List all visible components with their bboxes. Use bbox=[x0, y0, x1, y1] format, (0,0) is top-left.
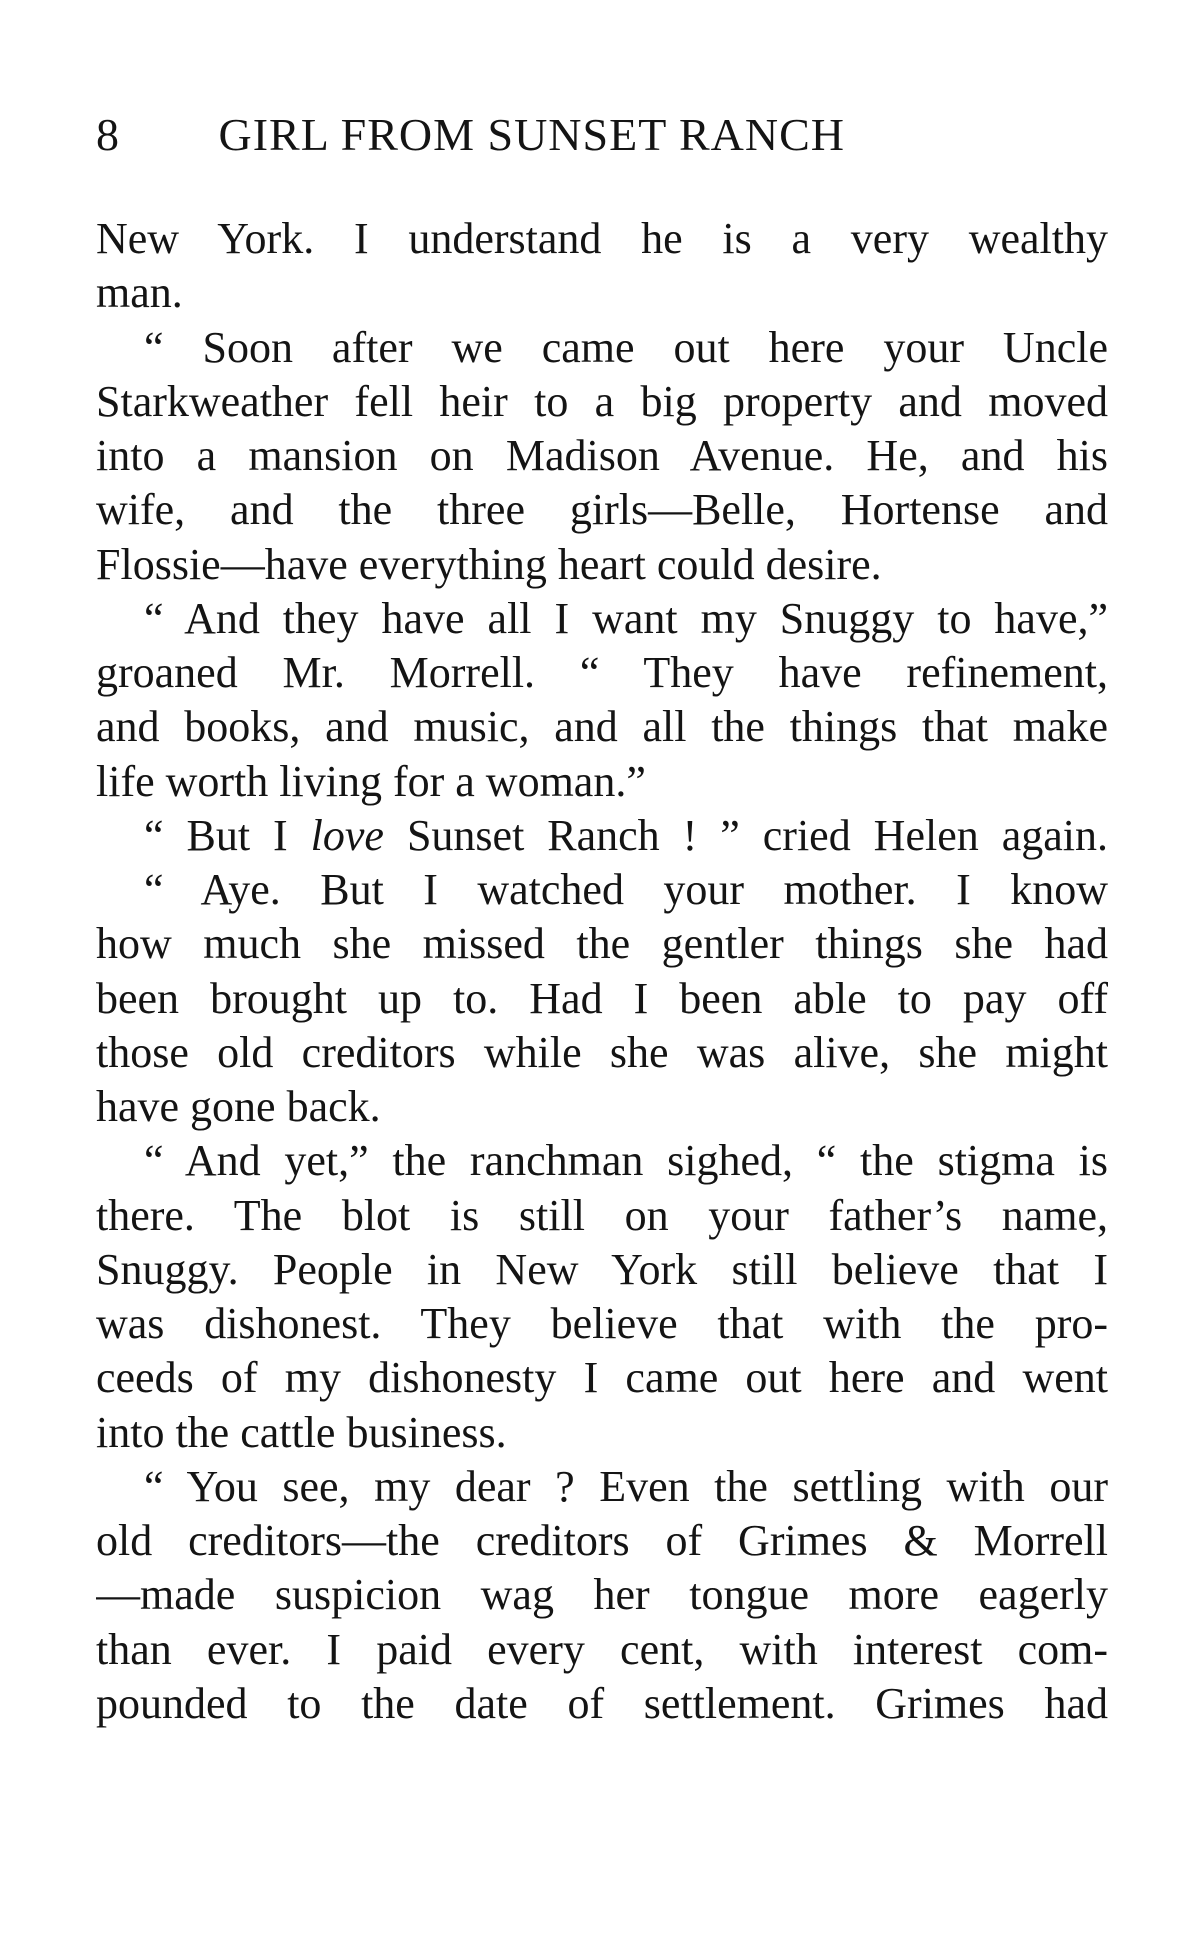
text-line: wife, and the three girls—Belle, Hortense and bbox=[96, 485, 1108, 535]
text-line: “ Aye. But I watched your mother. I know bbox=[144, 865, 1108, 914]
text-line: “ And yet,” the ranchman sighed, “ the stigma is bbox=[144, 1136, 1108, 1186]
text-line: old creditors—the creditors of Grimes & Morrell bbox=[96, 1516, 1108, 1565]
text-line: was dishonest. They believe that with the pro- bbox=[96, 1299, 1108, 1348]
body-text bbox=[96, 212, 1108, 1731]
running-head bbox=[96, 108, 976, 168]
text-segment: Sunset Ranch ! ” cried Helen again. bbox=[383, 810, 1108, 860]
text-line: Snuggy. People in New York still believe that I bbox=[96, 1244, 1108, 1294]
text-line: ceeds of my dishonesty I came out here and went bbox=[96, 1353, 1108, 1403]
text-line: and books, and music, and all the things that make bbox=[96, 702, 1108, 752]
text-line: pounded to the date of settlement. Grimes had bbox=[96, 1678, 1108, 1728]
text-line: “ You see, my dear ? Even the settling with our bbox=[144, 1461, 1108, 1511]
text-line: have gone back. bbox=[96, 1082, 381, 1131]
text-line: —made suspicion wag her tongue more eagerly bbox=[96, 1570, 1108, 1620]
text-line: than ever. I paid every cent, with interest com- bbox=[96, 1624, 1108, 1674]
running-title: GIRL FROM SUNSET RANCH bbox=[218, 109, 845, 160]
text-line: into a mansion on Madison Avenue. He, and his bbox=[96, 431, 1108, 480]
text-line: there. The blot is still on your father’s name, bbox=[96, 1190, 1108, 1240]
text-line bbox=[96, 809, 1108, 863]
text-line: New York. I understand he is a very wealthy bbox=[96, 214, 1108, 263]
text-line: how much she missed the gentler things she had bbox=[96, 919, 1108, 969]
text-line: those old creditors while she was alive, she might bbox=[96, 1027, 1108, 1077]
text-line: groaned Mr. Morrell. “ They have refinement, bbox=[96, 648, 1108, 697]
text-line: life worth living for a woman.” bbox=[96, 756, 646, 806]
text-line: “ And they have all I want my Snuggy to have,” bbox=[144, 593, 1108, 643]
text-line: been brought up to. Had I been able to pay off bbox=[96, 973, 1108, 1023]
text-segment: “ But I bbox=[144, 810, 311, 860]
italic-emphasis: love bbox=[310, 810, 384, 860]
text-line: “ Soon after we came out here your Uncle bbox=[144, 322, 1108, 372]
text-line: Starkweather fell heir to a big property and moved bbox=[96, 376, 1108, 426]
text-line: into the cattle business. bbox=[96, 1407, 507, 1457]
page-number: 8 bbox=[96, 109, 120, 160]
text-line: Flossie—have everything heart could desire. bbox=[96, 539, 882, 589]
text-line: man. bbox=[96, 268, 183, 318]
